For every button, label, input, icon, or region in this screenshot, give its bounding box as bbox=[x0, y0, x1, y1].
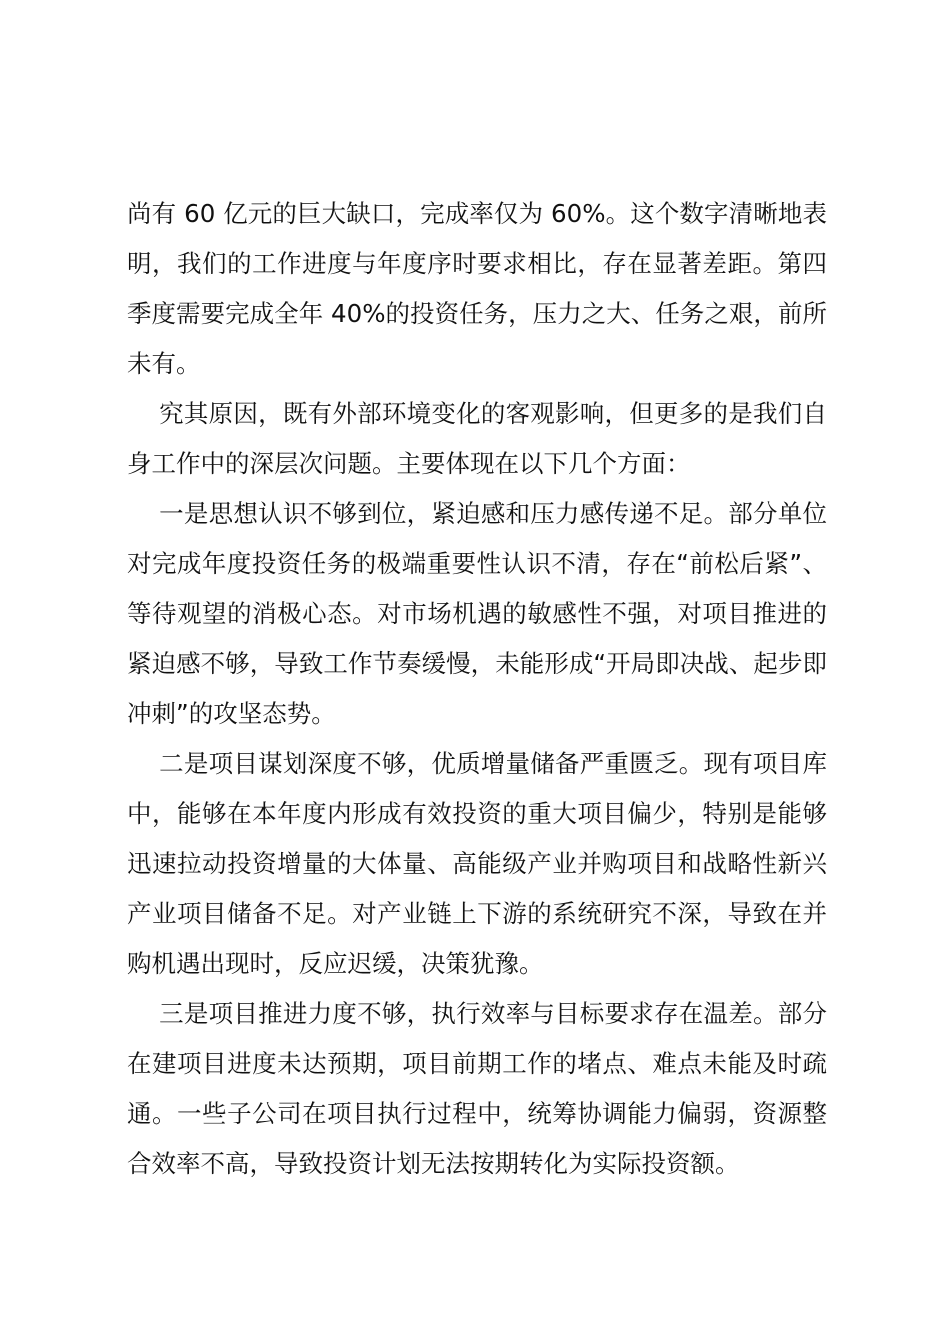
paragraph-point-three: 三是项目推进力度不够，执行效率与目标要求存在温差。部分在建项目进度未达预期，项目前期工作的堵点、难点未能及时疏通。一些子公司在项目执行过程中，统筹协调能力偏弱，资源整合效率不高，导致投资计划无法按期转化为实际投资额。 bbox=[127, 999, 828, 1178]
paragraph-point-one: 一是思想认识不够到位，紧迫感和压力感传递不足。部分单位对完成年度投资任务的极端重要性认识不清，存在“前松后紧”、等待观望的消极心态。对市场机遇的敏感性不强，对项目推进的紧迫感不够，导致工作节奏缓慢，未能形成“开局即决战、起步即冲刺”的攻坚态势。 bbox=[127, 499, 828, 728]
paragraph-point-two: 二是项目谋划深度不够，优质增量储备严重匮乏。现有项目库中，能够在本年度内形成有效投资的重大项目偏少，特别是能够迅速拉动投资增量的大体量、高能级产业并购项目和战略性新兴产业项目储备不足。对产业链上下游的系统研究不深，导致在并购机遇出现时，反应迟缓，决策犹豫。 bbox=[127, 749, 828, 978]
document-body bbox=[127, 189, 827, 1189]
paragraph-causes-intro: 究其原因，既有外部环境变化的客观影响，但更多的是我们自身工作中的深层次问题。主要体现在以下几个方面： bbox=[127, 399, 828, 478]
paragraph-continuation: 尚有 60 亿元的巨大缺口，完成率仅为 60%。这个数字清晰地表明，我们的工作进度与年度序时要求相比，存在显著差距。第四季度需要完成全年 40%的投资任务，压力之大、任务之艰，前所未有。 bbox=[127, 199, 827, 378]
